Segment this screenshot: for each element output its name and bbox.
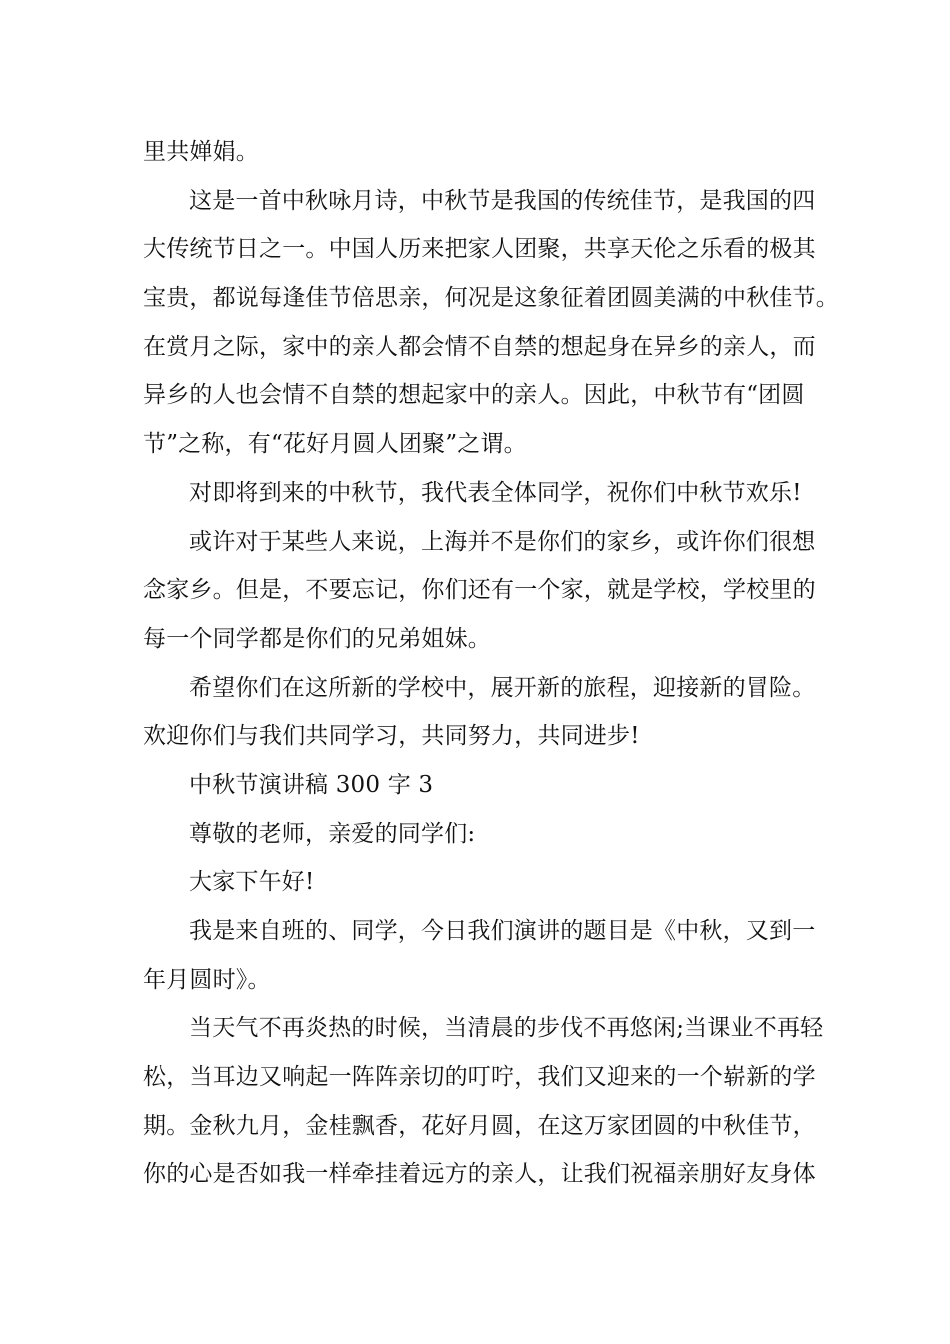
text-line: 里共婵娟。: [143, 139, 259, 165]
text-line: 异乡的人也会情不自禁的想起家中的亲人。因此，中秋节有“团圆: [143, 382, 805, 409]
text-line: 大传统节日之一。中国人历来把家人团聚，共享天伦之乐看的极其: [143, 236, 816, 263]
text-line: 这是一首中秋咏月诗，中秋节是我国的传统佳节，是我国的四: [189, 187, 816, 214]
document-body: [143, 128, 839, 1199]
text-line: 或许对于某些人来说，上海并不是你们的家乡，或许你们很想: [189, 528, 816, 555]
text-line: 期。金秋九月，金桂飘香，花好月圆，在这万家团圆的中秋佳节，: [143, 1112, 816, 1139]
text-line: 你的心是否如我一样牵挂着远方的亲人，让我们祝福亲朋好友身体: [143, 1161, 816, 1188]
text-line: 每一个同学都是你们的兄弟姐妹。: [143, 625, 491, 652]
text-line: 宝贵，都说每逢佳节倍思亲，何况是这象征着团圆美满的中秋佳节。: [143, 285, 839, 312]
text-line: 我是来自班的、同学，今日我们演讲的题目是《中秋，又到一: [189, 918, 816, 944]
section-heading: 中秋节演讲稿 300 字 3: [189, 771, 434, 798]
text-line: 松，当耳边又响起一阵阵亲切的叮咛，我们又迎来的一个崭新的学: [143, 1064, 816, 1091]
text-line: 当天气不再炎热的时候，当清晨的步伐不再悠闲;当课业不再轻: [189, 1015, 824, 1042]
text-line: 欢迎你们与我们共同学习，共同努力，共同进步!: [143, 723, 640, 750]
greeting: 大家下午好!: [189, 869, 315, 896]
text-line: 在赏月之际，家中的亲人都会情不自禁的想起身在异乡的亲人，而: [143, 333, 816, 360]
text-line: 对即将到来的中秋节，我代表全体同学，祝你们中秋节欢乐!: [189, 479, 802, 506]
salutation: 尊敬的老师，亲爱的同学们:: [189, 820, 476, 847]
text-line: 年月圆时》。: [143, 966, 271, 993]
text-line: 节”之称，有“花好月圆人团聚”之谓。: [143, 431, 527, 458]
text-line: 希望你们在这所新的学校中，展开新的旅程，迎接新的冒险。: [189, 674, 816, 701]
text-line: 念家乡。但是，不要忘记，你们还有一个家，就是学校，学校里的: [143, 577, 816, 604]
